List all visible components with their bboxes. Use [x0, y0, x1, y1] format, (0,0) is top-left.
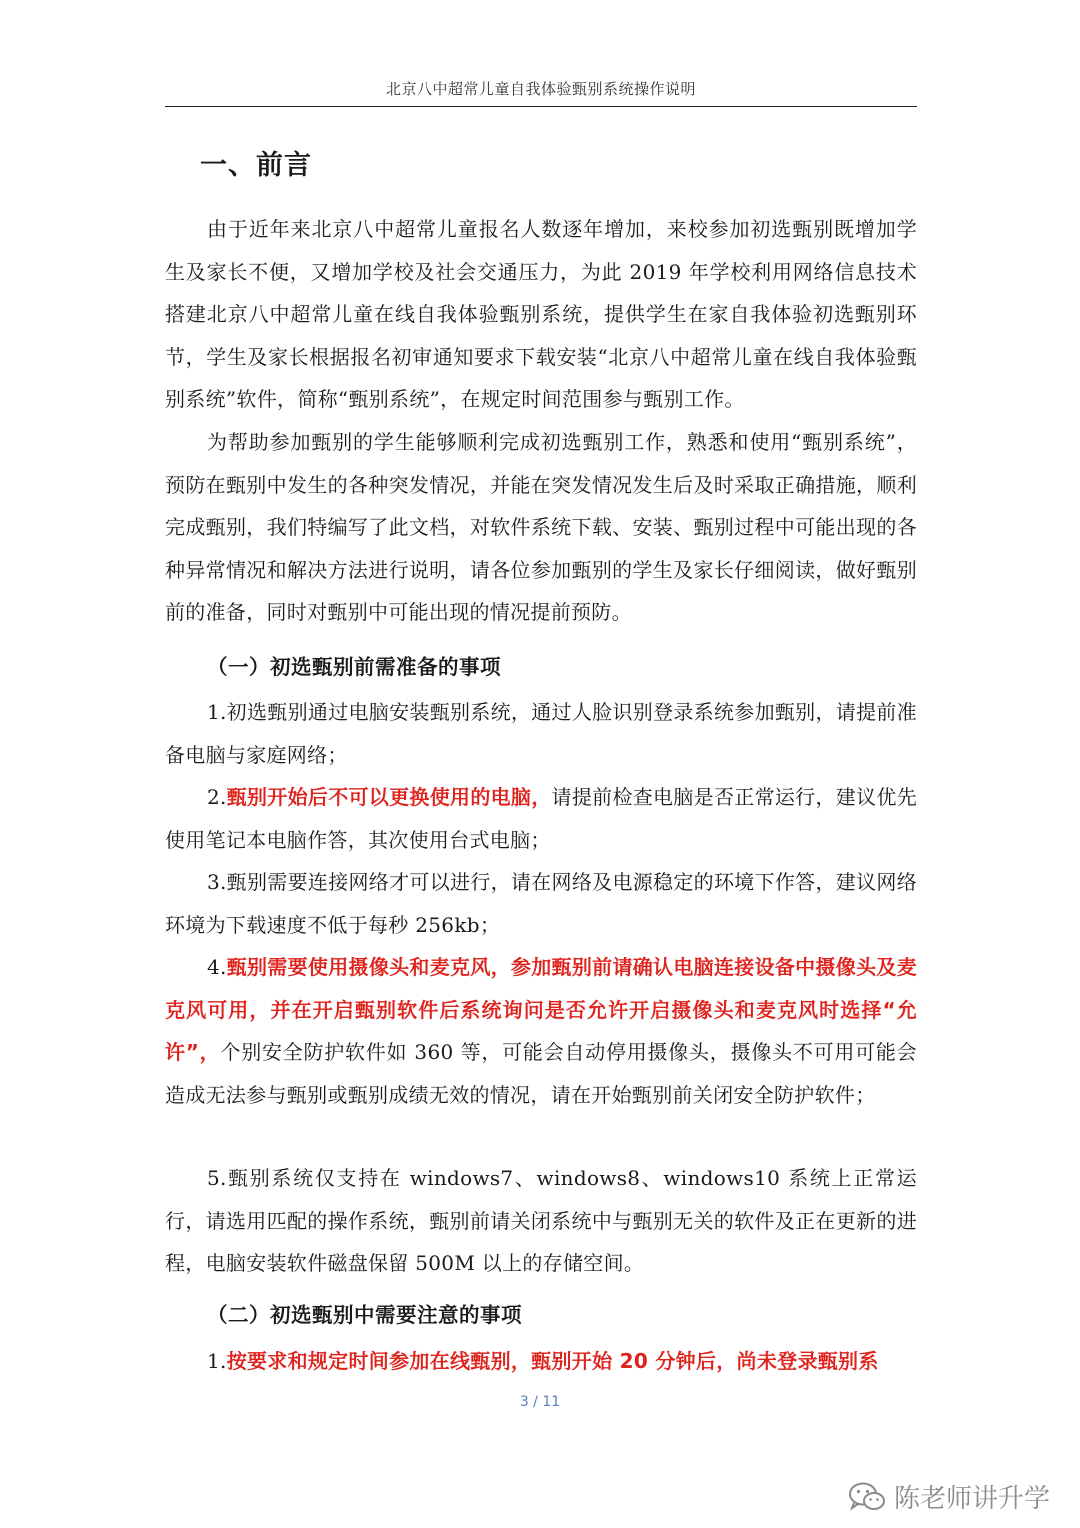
watermark [848, 1478, 1050, 1515]
list-item-number: 1. [207, 1349, 227, 1373]
list-item-2 [165, 776, 917, 861]
page-number: 3 / 11 [519, 1394, 561, 1410]
list-item-2-1 [165, 1340, 917, 1383]
list-item-text: 个别安全防护软件如 360 等，可能会自动停用摄像头，摄像头不可用可能会造成无法参与甄别或甄别成绩无效的情况，请在开始甄别前关闭安全防护软件； [165, 1040, 917, 1107]
intro-paragraph-2: 为帮助参加甄别的学生能够顺利完成初选甄别工作，熟悉和使用“甄别系统”，预防在甄别中发生的各种突发情况，并能在突发情况发生后及时采取正确措施，顺利完成甄别，我们特编写了此文档，对软件系统下载、安装、甄别过程中可能出现的各种异常情况和解决方法进行说明，请各位参加甄别的学生及家长仔细阅读，做好甄别前的准备，同时对甄别中可能出现的情况提前预防。 [165, 430, 917, 624]
list-item-text: 请提前检查电脑是否正常运行，建议优先使用笔记本电脑作答，其次使用台式电脑； [165, 785, 917, 852]
subsection-title-2: （二）初选甄别中需要注意的事项 [207, 1303, 522, 1327]
list-item-number: 2. [207, 785, 227, 809]
highlight-text: 甄别开始后不可以更换使用的电脑， [226, 785, 552, 809]
header-divider [165, 106, 917, 107]
document-header: 北京八中超常儿童自我体验甄别系统操作说明 [385, 80, 696, 98]
watermark-text: 陈老师讲升学 [893, 1484, 1050, 1514]
highlight-text: 按要求和规定时间参加在线甄别，甄别开始 20 分钟后，尚未登录甄别系 [226, 1349, 879, 1373]
list-item-5: 5.甄别系统仅支持在 windows7、windows8、windows10 系统上正常运行，请选用匹配的操作系统，甄别前请关闭系统中与甄别无关的软件及正在更新的进程，电脑安装软件磁盘保留 500M 以上的存储空间。 [165, 1166, 917, 1275]
wechat-icon [848, 1481, 886, 1513]
section-title: 一、前言 [200, 150, 312, 181]
list-item-number: 4. [207, 955, 227, 979]
list-item-4 [165, 946, 917, 1116]
intro-paragraph-1: 由于近年来北京八中超常儿童报名人数逐年增加，来校参加初选甄别既增加学生及家长不便，又增加学校及社会交通压力，为此 2019 年学校利用网络信息技术搭建北京八中超常儿童在线自我体验甄别系统，提供学生在家自我体验初选甄别环节，学生及家长根据报名初审通知要求下载安装“北京八中超常儿童在线自我体验甄别系统”软件，简称“甄别系统”，在规定时间范围参与甄别工作。 [165, 217, 917, 411]
subsection-title-1: （一）初选甄别前需准备的事项 [207, 655, 501, 679]
highlight-text: 甄别需要使用摄像头和麦克风，参加甄别前请确认电脑连接设备中摄像头及麦克风可用，并在开启甄别软件后系统询问是否允许开启摄像头和麦克风时选择“允许”， [165, 955, 917, 1064]
list-item-1: 1.初选甄别通过电脑安装甄别系统，通过人脸识别登录系统参加甄别，请提前准备电脑与家庭网络； [165, 700, 917, 767]
list-item-3: 3.甄别需要连接网络才可以进行，请在网络及电源稳定的环境下作答，建议网络环境为下载速度不低于每秒 256kb； [165, 870, 917, 937]
